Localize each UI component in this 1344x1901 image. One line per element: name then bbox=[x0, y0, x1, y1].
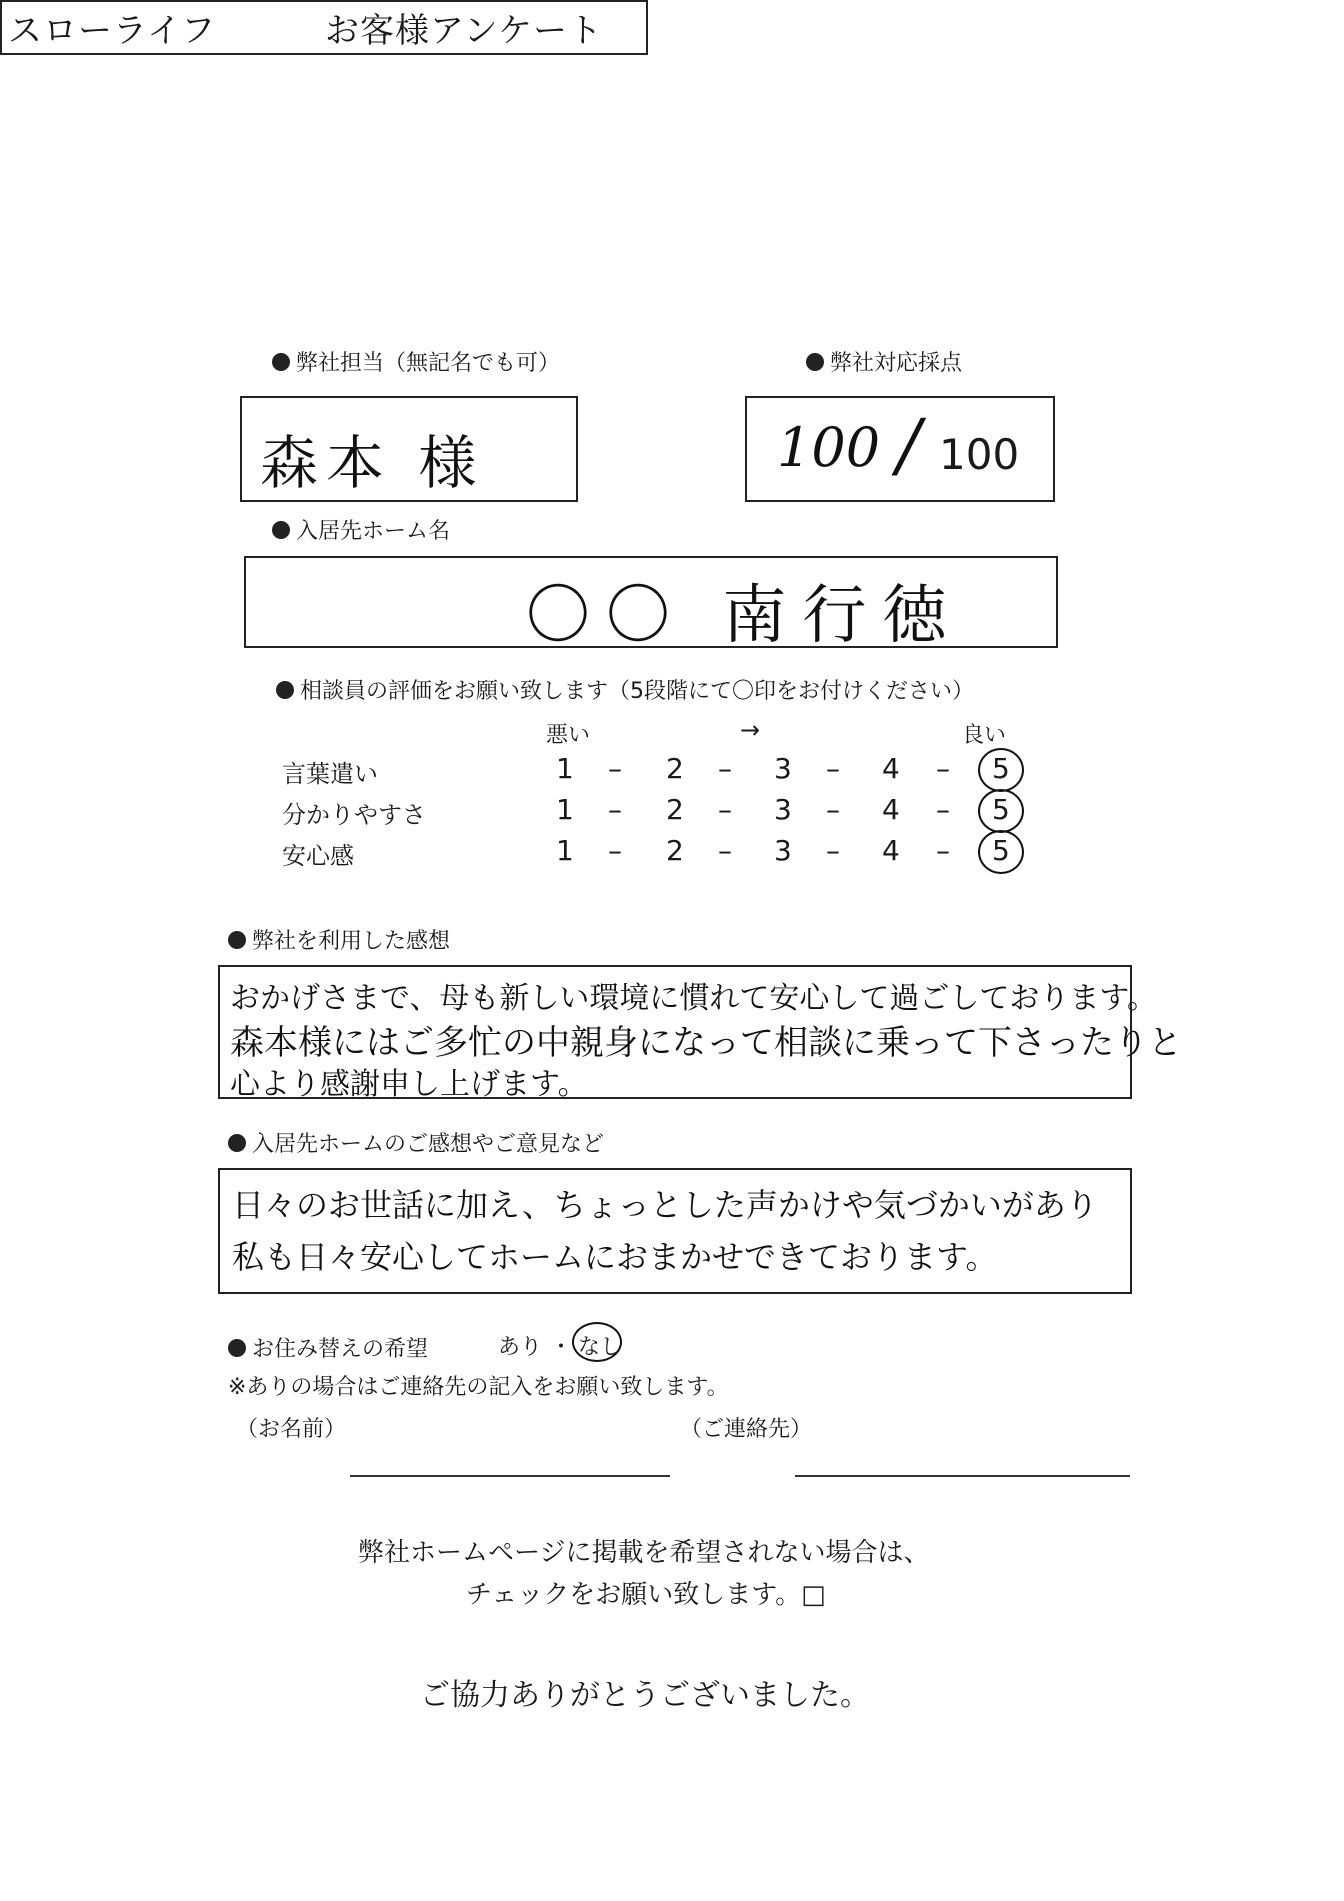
staff-label-text: 弊社担当（無記名でも可） bbox=[296, 351, 561, 376]
evaluation-heading-text: 相談員の評価をお願い致します（5段階にて〇印をお付けください） bbox=[300, 679, 974, 704]
home-label-text: 入居先ホーム名 bbox=[296, 519, 451, 544]
staff-section-label bbox=[272, 346, 560, 377]
rating-option[interactable]: 5 bbox=[992, 793, 1010, 826]
relocation-label-text: お住み替えの希望 bbox=[252, 1337, 429, 1362]
website-notice-line-2[interactable]: チェックをお願い致します。□ bbox=[466, 1580, 826, 1610]
rating-dash: – bbox=[608, 834, 622, 867]
bullet-icon bbox=[228, 931, 246, 949]
score-value: 100 bbox=[777, 416, 881, 479]
rating-option[interactable]: 4 bbox=[882, 793, 900, 826]
relocation-note: ※ありの場合はご連絡先の記入をお願い致します。 bbox=[228, 1375, 729, 1400]
relocation-option-yes[interactable]: あり bbox=[498, 1335, 543, 1360]
rating-dash: – bbox=[608, 793, 622, 826]
title-survey: お客様アンケート bbox=[325, 11, 603, 51]
rating-option[interactable]: 1 bbox=[556, 834, 574, 867]
rating-dash: – bbox=[826, 834, 840, 867]
rating-selected-circle bbox=[978, 830, 1024, 874]
website-notice-line-1: 弊社ホームページに掲載を希望されない場合は、 bbox=[358, 1538, 930, 1568]
rating-selected-circle bbox=[978, 748, 1024, 792]
rating-option[interactable]: 1 bbox=[556, 752, 574, 785]
scale-bad-label: 悪い bbox=[546, 723, 591, 748]
score-slash: / bbox=[897, 404, 921, 486]
relocation-option-no[interactable]: なし bbox=[578, 1335, 623, 1360]
rating-selected-circle bbox=[978, 789, 1024, 833]
bullet-icon bbox=[806, 353, 824, 371]
rating-dash: – bbox=[936, 752, 950, 785]
rating-dash: – bbox=[718, 752, 732, 785]
rating-dash: – bbox=[608, 752, 622, 785]
rating-option[interactable]: 3 bbox=[774, 752, 792, 785]
rating-option[interactable]: 2 bbox=[666, 834, 684, 867]
rating-option[interactable]: 4 bbox=[882, 752, 900, 785]
score-section-label bbox=[806, 346, 962, 377]
home-opinion-box[interactable] bbox=[218, 1168, 1132, 1294]
rating-dash: – bbox=[718, 793, 732, 826]
home-opinion-label-text: 入居先ホームのご感想やご意見など bbox=[252, 1132, 605, 1157]
relocation-section-label bbox=[228, 1332, 428, 1363]
thanks-message: ご協力ありがとうございました。 bbox=[420, 1678, 870, 1713]
impression-line-1: おかげさまで、母も新しい環境に慣れて安心して過ごしております。 bbox=[230, 981, 1157, 1016]
rating-option[interactable]: 5 bbox=[992, 834, 1010, 867]
relocation-separator: ・ bbox=[550, 1335, 573, 1360]
rating-dash: – bbox=[718, 834, 732, 867]
title-company: スローライフ bbox=[8, 11, 216, 51]
score-label-text: 弊社対応採点 bbox=[830, 351, 963, 376]
rating-row-label: 安心感 bbox=[282, 842, 354, 870]
staff-name-handwritten: 森本 様 bbox=[260, 429, 485, 497]
scale-good-label: 良い bbox=[962, 723, 1007, 748]
rating-dash: – bbox=[936, 834, 950, 867]
rating-dash: – bbox=[826, 793, 840, 826]
evaluation-heading bbox=[276, 674, 974, 705]
bullet-icon bbox=[276, 681, 294, 699]
rating-row-label: 言葉遣い bbox=[282, 760, 378, 788]
bullet-icon bbox=[228, 1339, 246, 1357]
home-opinion-line-2: 私も日々安心してホームにおまかせできております。 bbox=[232, 1238, 998, 1276]
rating-dash: – bbox=[826, 752, 840, 785]
rating-option[interactable]: 2 bbox=[666, 752, 684, 785]
home-opinion-line-1: 日々のお世話に加え、ちょっとした声かけや気づかいがあり bbox=[232, 1186, 1098, 1224]
relocation-selected-circle bbox=[572, 1322, 622, 1362]
rating-option[interactable]: 5 bbox=[992, 752, 1010, 785]
rating-option[interactable]: 2 bbox=[666, 793, 684, 826]
impression-line-3: 心より感謝申し上げます。 bbox=[230, 1067, 588, 1102]
home-opinion-section-label bbox=[228, 1127, 604, 1158]
impression-box[interactable] bbox=[218, 965, 1182, 1102]
home-name-handwritten: 〇〇 南行徳 bbox=[526, 579, 963, 653]
survey-title-box bbox=[0, 0, 648, 55]
name-field-line[interactable] bbox=[350, 1475, 670, 1477]
score-box[interactable] bbox=[745, 396, 1055, 502]
contact-field-label: （ご連絡先） bbox=[680, 1417, 813, 1442]
scale-arrow: → bbox=[740, 716, 761, 744]
bullet-icon bbox=[272, 521, 290, 539]
impression-line-2: 森本様にはご多忙の中親身になって相談に乗って下さったりと bbox=[230, 1023, 1182, 1063]
staff-name-box[interactable] bbox=[240, 396, 578, 502]
bullet-icon bbox=[272, 353, 290, 371]
contact-field-line[interactable] bbox=[795, 1475, 1130, 1477]
rating-row-label: 分かりやすさ bbox=[282, 801, 426, 829]
bullet-icon bbox=[228, 1134, 246, 1152]
score-max: 100 bbox=[939, 430, 1020, 479]
rating-option[interactable]: 1 bbox=[556, 793, 574, 826]
rating-option[interactable]: 3 bbox=[774, 793, 792, 826]
name-field-label: （お名前） bbox=[236, 1417, 347, 1442]
home-section-label bbox=[272, 514, 450, 545]
rating-option[interactable]: 4 bbox=[882, 834, 900, 867]
impression-section-label bbox=[228, 924, 450, 955]
rating-dash: – bbox=[936, 793, 950, 826]
impression-label-text: 弊社を利用した感想 bbox=[252, 929, 451, 954]
home-name-box[interactable] bbox=[244, 556, 1058, 653]
rating-option[interactable]: 3 bbox=[774, 834, 792, 867]
